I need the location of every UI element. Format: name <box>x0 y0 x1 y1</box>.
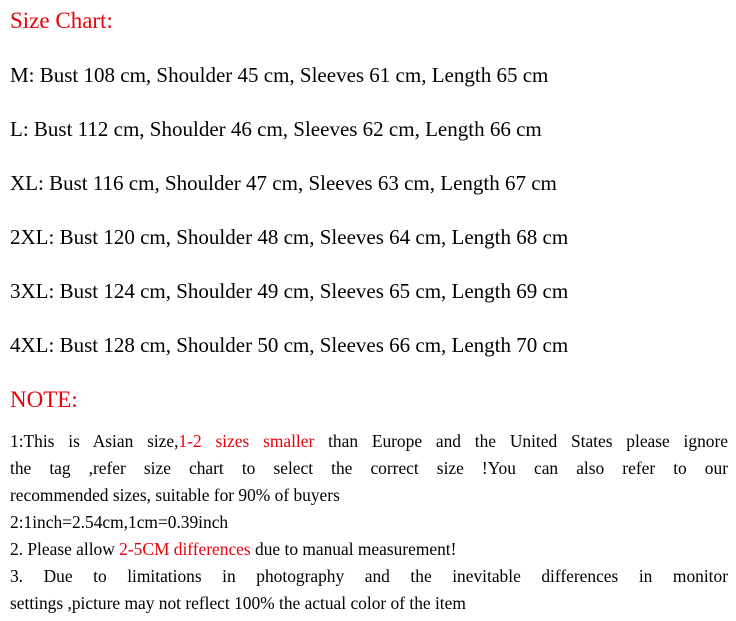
note-item-1-line-3: recommended sizes, suitable for 90% of buyers <box>10 485 340 505</box>
size-row-m: M: Bust 108 cm, Shoulder 45 cm, Sleeves 61 cm, Length 65 cm <box>10 63 549 87</box>
note-item-3 <box>10 536 728 563</box>
note-item-1-line-2: the tag ,refer size chart to select the correct size !You can also refer to our <box>10 458 728 478</box>
note-item-1-highlight: 1-2 sizes smaller <box>178 431 315 451</box>
size-row-3xl: 3XL: Bust 124 cm, Shoulder 49 cm, Sleeves 65 cm, Length 69 cm <box>10 279 569 303</box>
note-item-1-suffix: than Europe and the United States please ignore <box>314 431 728 451</box>
size-row-4xl: 4XL: Bust 128 cm, Shoulder 50 cm, Sleeves 66 cm, Length 70 cm <box>10 333 569 357</box>
size-row-2xl: 2XL: Bust 120 cm, Shoulder 48 cm, Sleeves 64 cm, Length 68 cm <box>10 225 569 249</box>
note-item-1-prefix: 1:This is Asian size, <box>10 431 179 451</box>
note-item-1-line-1 <box>10 428 728 455</box>
note-title: NOTE: <box>10 387 78 412</box>
note-item-4-line-2: settings ,picture may not reflect 100% the actual color of the item <box>10 593 466 613</box>
note-item-4-line-1: 3. Due to limitations in photography and the inevitable differences in monitor <box>10 566 728 586</box>
size-row-xl: XL: Bust 116 cm, Shoulder 47 cm, Sleeves 63 cm, Length 67 cm <box>10 171 557 195</box>
note-item-3-suffix: due to manual measurement! <box>250 539 457 559</box>
note-item-3-prefix: 2. Please allow <box>10 539 120 559</box>
note-item-3-highlight: 2-5CM differences <box>119 539 251 559</box>
note-body <box>10 428 728 617</box>
size-chart-title: Size Chart: <box>10 8 113 33</box>
size-row-l: L: Bust 112 cm, Shoulder 46 cm, Sleeves 62 cm, Length 66 cm <box>10 117 542 141</box>
note-item-2: 2:1inch=2.54cm,1cm=0.39inch <box>10 512 229 532</box>
